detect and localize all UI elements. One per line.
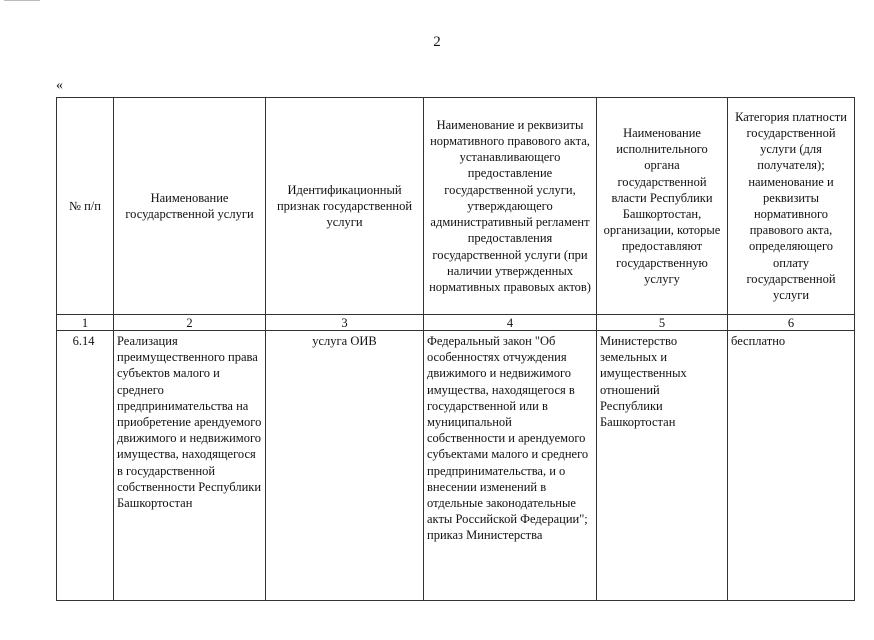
opening-quote-mark: « (56, 78, 63, 93)
column-number: 4 (424, 315, 597, 331)
column-number: 6 (728, 315, 855, 331)
legal-act: Федеральный закон "Об особенностях отчуждения движимого и недвижимого имущества, находящегося в государственной или в муниципальной собственности и арендуемого субъектами малого и среднего предпринимательства, и о внесении изменений в отдельные законодательные акты Российской Федерации"; приказ Министерства (424, 331, 597, 601)
service-identifier: услуга ОИВ (266, 331, 424, 601)
header-legal-act: Наименование и реквизиты нормативного правового акта, устанавливающего предоставление государственной услуги, утверждающего административный регламент предоставления государственной услуги (при наличии утвержденных нормативных правовых актов) (424, 98, 597, 315)
column-number: 2 (114, 315, 266, 331)
scan-corner-mark (4, 0, 40, 4)
payment-category: бесплатно (728, 331, 855, 601)
column-number-row (57, 315, 855, 331)
column-number: 1 (57, 315, 114, 331)
column-number: 5 (597, 315, 728, 331)
table-header-row (57, 98, 855, 315)
service-name: Реализация преимущественного права субъектов малого и среднего предпринимательства на приобретение арендуемого движимого и недвижимого имущества, находящегося в государственной собственности Республики Башкортостан (114, 331, 266, 601)
header-payment: Категория платности государственной услуги (для получателя); наименование и реквизиты нормативного правового акта, определяющего оплату государственной услуги (728, 98, 855, 315)
header-identifier: Идентификационный признак государственной услуги (266, 98, 424, 315)
row-number: 6.14 (57, 331, 114, 601)
page-number: 2 (433, 34, 441, 50)
header-service-name: Наименование государственной услуги (114, 98, 266, 315)
services-register-table (56, 97, 855, 601)
header-authority: Наименование исполнительного органа государственной власти Республики Башкортостан, организации, которые предоставляют государственную услугу (597, 98, 728, 315)
column-number: 3 (266, 315, 424, 331)
providing-authority: Министерство земельных и имущественных отношений Республики Башкортостан (597, 331, 728, 601)
table-row (57, 331, 855, 601)
header-num: № п/п (57, 98, 114, 315)
